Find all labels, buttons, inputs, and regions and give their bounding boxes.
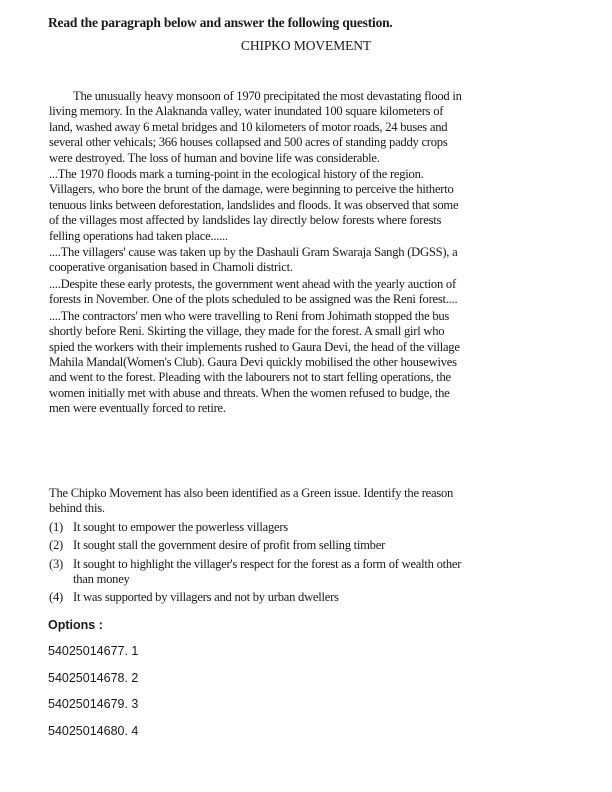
passage-paragraph: The unusually heavy monsoon of 1970 precipitated the most devastating flood in living memory. In the Alaknanda valley, water inundated 100 square kilometers of land, washed away 6 metal bridges and 10 kilometers of motor roads, 24 buses and several other vehicals; 366 houses collapsed and 500 acres of standing paddy crops were destroyed. The loss of human and bovine life was considerable.: [49, 89, 462, 165]
choice-number: (4): [49, 590, 63, 605]
choice-number: (3): [49, 556, 63, 571]
passage-paragraph: ....The contractors' men who were travelling to Reni from Johimath stopped the bus shortly before Reni. Skirting the village, they made for the forest. A small girl who spied the workers with their implements rushed to Gaura Devi, the head of the village Mahila Mandal(Women's Club). Gaura Devi quickly mobilised the other housewives and went to the forest. Pleading with the labourers not to start felling operations, the women initially met with abuse and threats. When the women refused to budge, the men were eventually forced to retire.: [49, 308, 460, 416]
option-item: 54025014678. 2: [48, 670, 139, 685]
passage-title: CHIPKO MOVEMENT: [240, 38, 372, 53]
option-item: 54025014677. 1: [48, 644, 139, 658]
choice-number: (1): [49, 519, 63, 534]
choice-text: It sought to highlight the villager's respect for the forest as a form of wealth other than money: [73, 556, 462, 587]
passage-paragraph: ....Despite these early protests, the government went ahead with the yearly auction of forests in November. One of the plots scheduled to be assigned was the Reni forest....: [49, 276, 458, 307]
choice-text: It was supported by villagers and not by urban dwellers: [73, 590, 339, 605]
options-list: [48, 644, 138, 751]
answer-choice: [49, 557, 469, 588]
instruction-heading: Read the paragraph below and answer the following question.: [48, 15, 393, 30]
choice-text: It sought stall the government desire of profit from selling timber: [73, 538, 386, 553]
option-item: 54025014680. 4: [48, 724, 139, 739]
passage-paragraph: ...The 1970 floods mark a turning-point in the ecological history of the region. Villagers, who bore the brunt of the damage, were beginning to perceive the hitherto tenuous links between deforestation, landslides and floods. It was observed that some of the villages most affected by landslides lay directly below forests where forests felling operations had taken place......: [49, 167, 459, 243]
question-block: [49, 486, 469, 609]
passage: [49, 89, 464, 418]
answer-choice: [49, 538, 469, 553]
answer-choice: [49, 590, 469, 605]
answer-choice: [49, 520, 469, 535]
question-stem: The Chipko Movement has also been identified as a Green issue. Identify the reason behind this.: [49, 486, 454, 516]
choice-number: (2): [49, 538, 63, 553]
option-item: 54025014679. 3: [48, 697, 139, 712]
passage-paragraph: ....The villagers' cause was taken up by the Dashauli Gram Swaraja Sangh (DGSS), a cooperative organisation based in Chamoli district.: [49, 245, 458, 275]
choice-text: It sought to empower the powerless villagers: [73, 519, 288, 534]
options-label: Options :: [48, 618, 103, 632]
